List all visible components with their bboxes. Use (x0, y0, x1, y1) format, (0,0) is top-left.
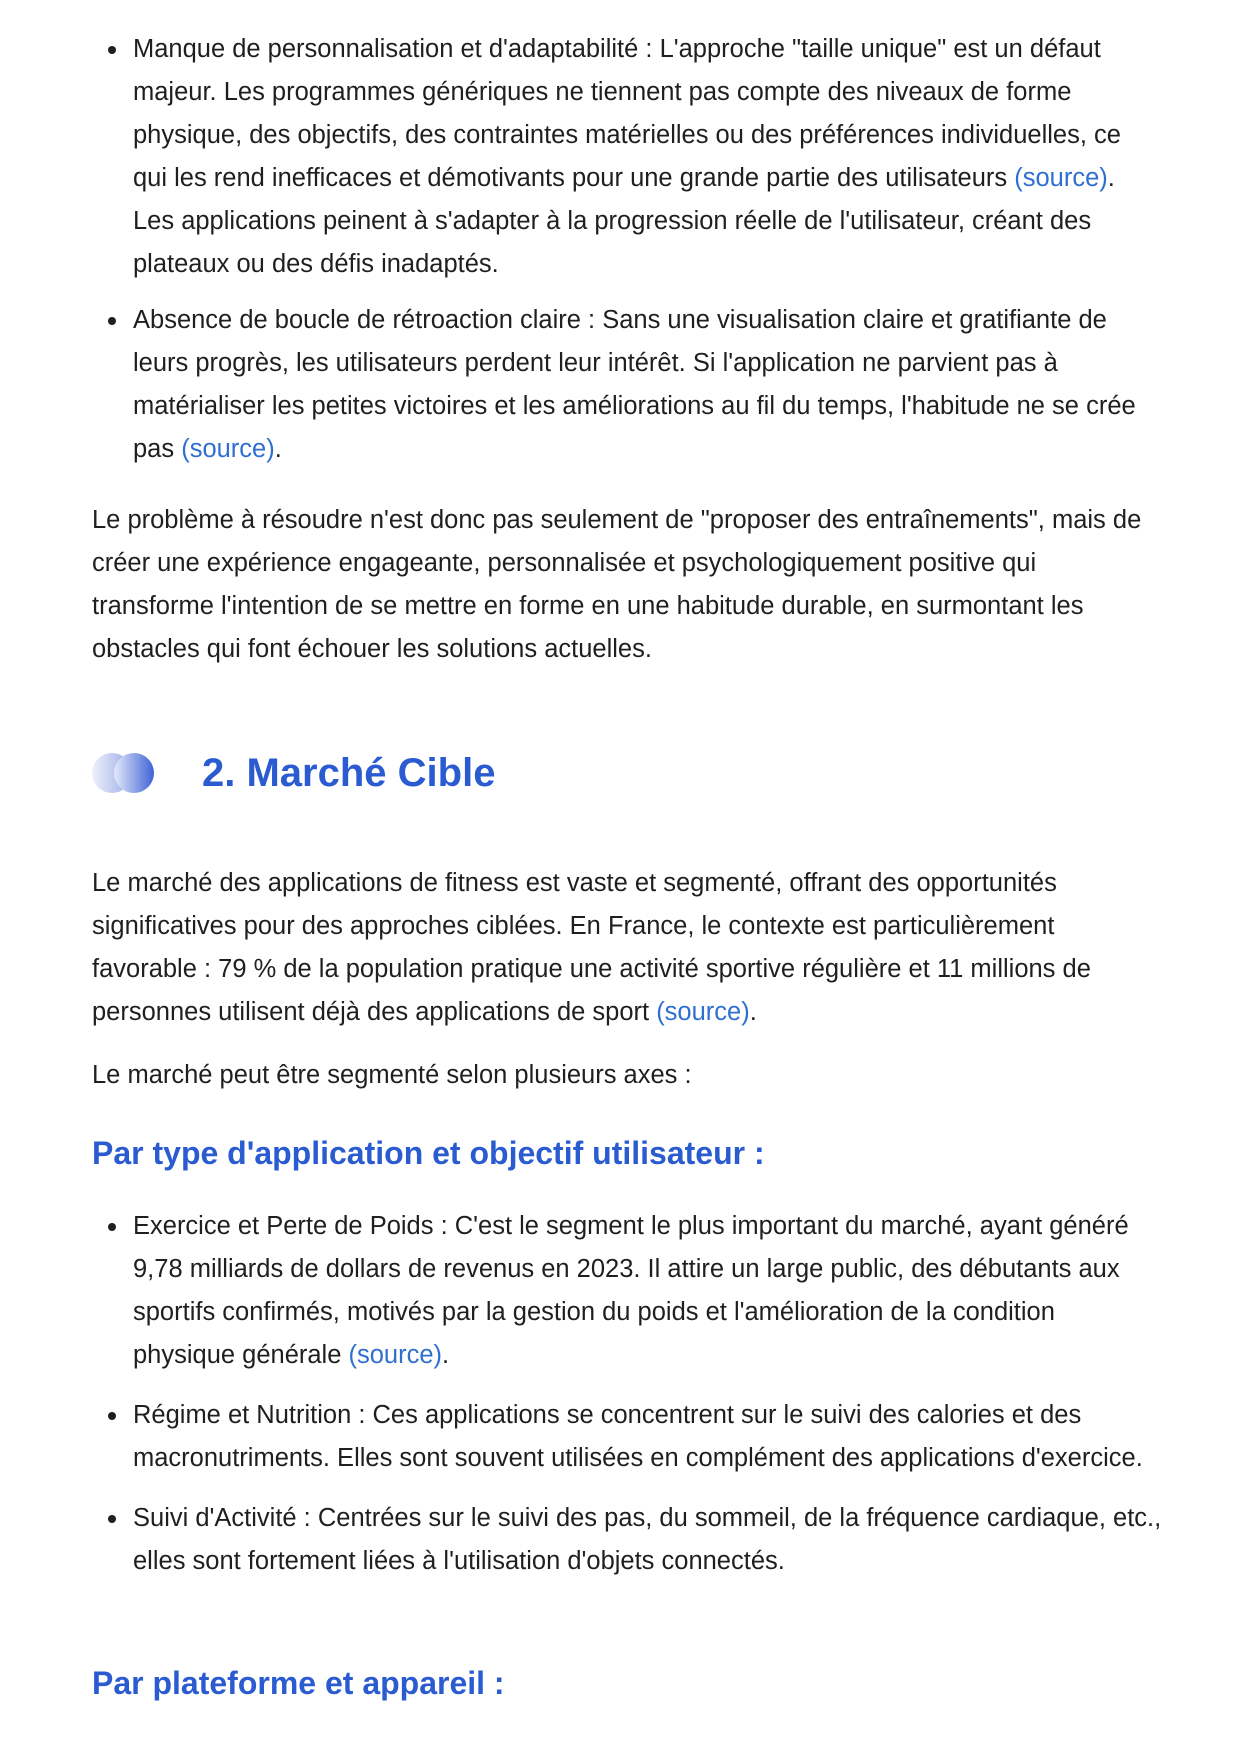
list-item (92, 299, 1162, 471)
bullet-text: Absence de boucle de rétroaction claire : Sans une visualisation claire et gratifiante de leurs progrès, les utilisateurs perdent leur intérêt. Si l'application ne parvient pas à matérialiser les petites victoires et les améliorations au fil du temps, l'habitude ne se crée pas (133, 306, 1136, 463)
list-item (92, 1497, 1162, 1583)
bullet-text: Manque de personnalisation et d'adaptabilité : L'approche "taille unique" est un défaut majeur. Les programmes génériques ne tiennent pas compte des niveaux de forme physique, des objectifs, des contraintes matérielles ou des préférences individuelles, ce qui les rend inefficaces et démotivants pour une grande partie des utilisateurs (133, 35, 1121, 192)
market-intro-paragraph (92, 862, 1162, 1034)
subheading-application-type: Par type d'application et objectif utilisateur : (92, 1135, 765, 1171)
bullet-text-after: . (442, 1341, 450, 1369)
market-intro-text: Le marché des applications de fitness est vaste et segmenté, offrant des opportunités significatives pour des approches ciblées. En France, le contexte est particulièrement favorable : 79 % de la population pratique une activité sportive régulière et 11 millions de personnes utilisent déjà des applications de sport (92, 869, 1091, 1026)
market-intro-after: . (749, 998, 757, 1026)
conclusion-paragraph: Le problème à résoudre n'est donc pas seulement de "proposer des entraînements", mais de créer une expérience engageante, personnalisée et psychologiquement positive qui transforme l'intention de se mettre en forme en une habitude durable, en surmontant les obstacles qui font échouer les solutions actuelles. (92, 506, 1142, 663)
segment-bullet-list (92, 1205, 1162, 1583)
bullet-text: Exercice et Perte de Poids : C'est le segment le plus important du marché, ayant généré 9,78 milliards de dollars de revenus en 2023. Il attire un large public, des débutants aux sportifs confirmés, motivés par la gestion du poids et l'amélioration de la condition physique générale (133, 1212, 1129, 1369)
segment-intro-paragraph: Le marché peut être segmenté selon plusieurs axes : (92, 1061, 692, 1089)
list-item (92, 1205, 1162, 1377)
section-title: 2. Marché Cible (202, 751, 496, 795)
problem-bullet-list (92, 28, 1162, 471)
section-decoration-icon (92, 753, 156, 793)
source-link[interactable]: (source) (656, 998, 750, 1026)
subheading-platform: Par plateforme et appareil : (92, 1665, 505, 1701)
bullet-text: Suivi d'Activité : Centrées sur le suivi des pas, du sommeil, de la fréquence cardiaque, etc., elles sont fortement liées à l'utilisation d'objets connectés. (133, 1504, 1162, 1575)
source-link[interactable]: (source) (348, 1341, 443, 1369)
source-link[interactable]: (source) (181, 435, 275, 463)
decoration-circle-right (114, 753, 154, 793)
bullet-text-after: . (274, 435, 282, 463)
list-item (92, 28, 1162, 286)
list-item (92, 1394, 1162, 1480)
bullet-text: Régime et Nutrition : Ces applications se concentrent sur le suivi des calories et des macronutriments. Elles sont souvent utilisées en complément des applications d'exercice. (133, 1401, 1143, 1472)
bullet-text-after: . Les applications peinent à s'adapter à la progression réelle de l'utilisateur, créant des plateaux ou des défis inadaptés. (133, 164, 1115, 278)
source-link[interactable]: (source) (1014, 164, 1108, 192)
